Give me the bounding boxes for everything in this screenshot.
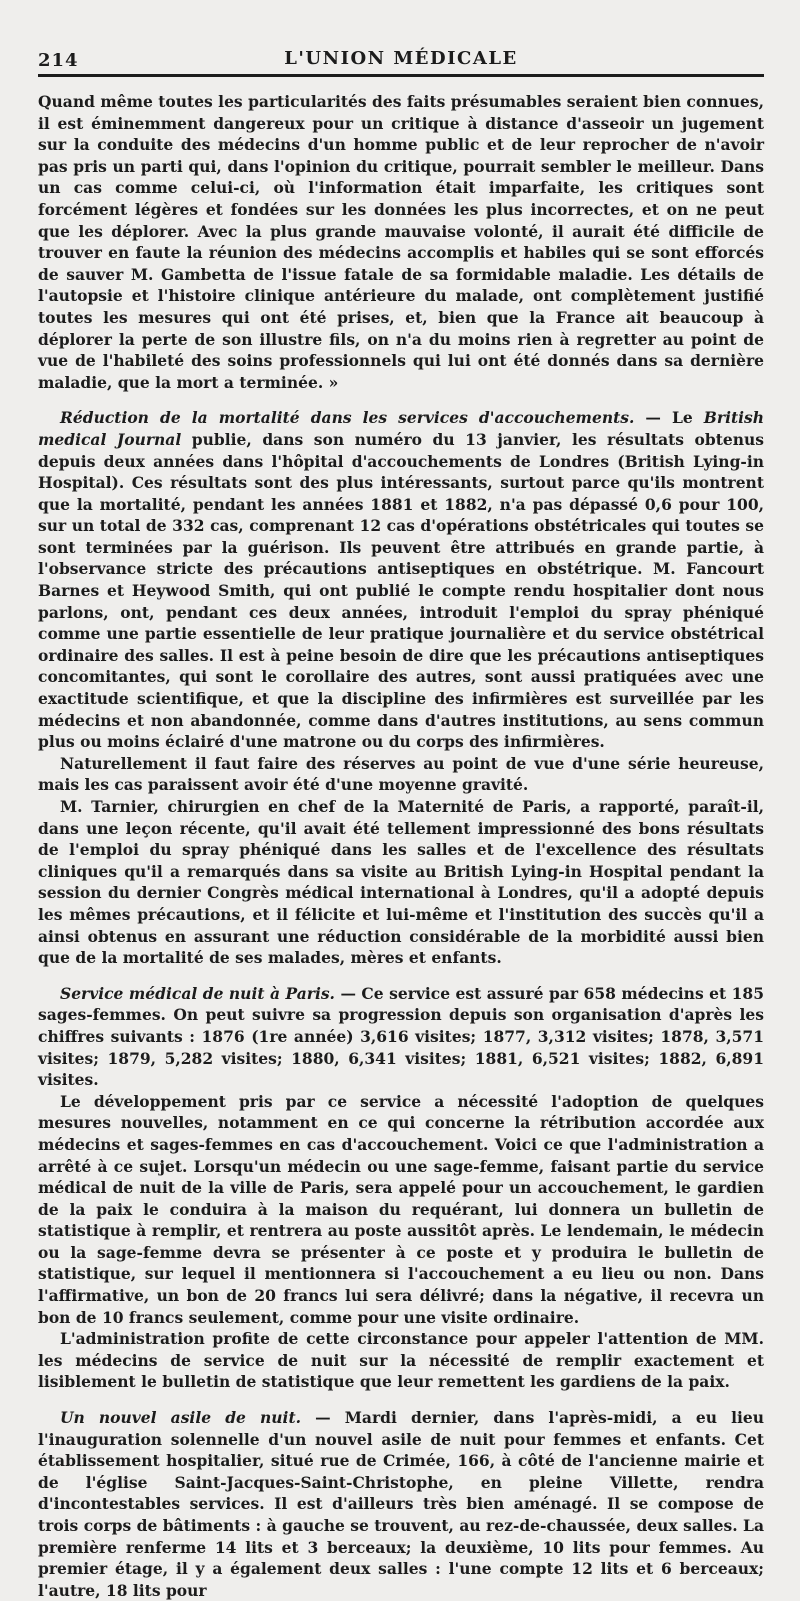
section-night-service <box>38 983 764 1091</box>
article-body <box>38 91 764 1601</box>
page-number: 214 <box>38 50 79 71</box>
running-head: L'UNION MÉDICALE <box>284 48 518 69</box>
paragraph-development: Le développement pris par ce service a nécessité l'adoption de quelques mesures nouvelles, notamment en ce qui concerne la rétribution accordée aux médecins et sages-femmes en cas d'accouchement. Voici ce que l'administration a arrêté à ce sujet. Lorsqu'un médecin ou une sage-femme, faisant partie du service médical de nuit de la ville de Paris, sera appelé pour un accouchement, le gardien de la paix le conduira à la maison du requérant, lui donnera un bulletin de statistique à remplir, et rentrera au poste aussitôt après. Le lendemain, le médecin ou la sage-femme devra se présenter à ce poste et y produira le bulletin de statistique, sur lequel il mentionnera si l'accouchement a eu lieu ou non. Dans l'affirmative, un bon de 20 francs lui sera délivré; dans la négative, il recevra un bon de 10 francs seulement, comme pour une visite ordinaire. <box>38 1091 764 1327</box>
section-title-night-shelter: Un nouvel asile de nuit. <box>60 1408 302 1428</box>
paragraph-night-service-text: — Ce service est assuré par 658 médecins et 185 sages-femmes. On peut suivre sa progression depuis son organisation d'après les chiffres suivants : 1876 (1re année) 3,616 visites; 1877, 3,312 visites; 1878, 3,571 visites; 1879, 5,282 visites; 1880, 6,341 visites; 1881, 6,521 visites; 1882, 6,891 visites. <box>38 983 765 1090</box>
paragraph-gambetta: Quand même toutes les particularités des faits présumables seraient bien connues, il est éminemment dangereux pour un critique à distance d'asseoir un jugement sur la conduite des médecins d'un homme public et de leur reprocher de n'avoir pas pris un parti qui, dans l'opinion du critique, pourrait sembler le meilleur. Dans un cas comme celui-ci, où l'information était imparfaite, les critiques sont forcément légères et fondées sur les données les plus incorrectes, et on ne peut que les déplorer. Avec la plus grande mauvaise volonté, il aurait été difficile de trouver en faute la réunion des médecins accomplis et habiles qui se sont efforcés de sauver M. Gambetta de l'issue fatale de sa formidable maladie. Les détails de l'autopsie et l'histoire clinique antérieure du malade, ont complètement justifié toutes les mesures qui ont été prises, et, bien que la France ait beaucoup à déplorer la perte de son illustre fils, on n'a du moins rien à regretter au point de vue de l'habileté des soins professionnels qui lui ont été donnés dans sa dernière maladie, que la mort a terminée. » <box>38 92 764 392</box>
journal-title: British medical Journal <box>38 408 764 449</box>
paragraph-administration: L'administration profite de cette circonstance pour appeler l'attention de MM. les médecins de service de nuit sur la nécessité de remplir exactement et lisiblement le bulletin de statistique que leur remettent les gardiens de la paix. <box>38 1329 764 1392</box>
section-title-night-service: Service médical de nuit à Paris. <box>60 983 335 1003</box>
paragraph-mortality-text: publie, dans son numéro du 13 janvier, les résultats obtenus depuis deux années dans l'hôpital d'accouchements de Londres (British Lying-in Hospital). Ces résultats sont des plus intéressants, surtout parce qu'ils montrent que la mortalité, pendant les années 1881 et 1882, n'a pas dépassé 0,6 pour 100, sur un total de 332 cas, comprenant 12 cas d'opérations obstétricales qui toutes se sont terminées par la guérison. Ils peuvent être attribués en grande partie, à l'observance stricte des précautions antiseptiques en obstétrique. M. Fancourt Barnes et Heywood Smith, qui ont publié le compte rendu hospitalier dont nous parlons, ont, pendant ces deux années, introduit l'emploi du spray phéniqué comme une partie essentielle de leur pratique journalière et du service obstétrical ordinaire des salles. Il est à peine besoin de dire que les précautions antiseptiques concomitantes, qui sont le corollaire des autres, sont aussi pratiquées avec une exactitude scientifique, et que la discipline des infirmières est surveillée par les médecins et non abandonnée, comme dans d'autres institutions, au sens commun plus ou moins éclairé d'une matrone ou du corps des infirmières. <box>38 429 765 752</box>
section-title-mortality: Réduction de la mortalité dans les services d'accouchements. <box>60 408 635 428</box>
paragraph-reserves: Naturellement il faut faire des réserves au point de vue d'une série heureuse, mais les cas paraissent avoir été d'une moyenne gravité. <box>38 753 764 795</box>
section-mortality <box>38 407 764 753</box>
paragraph-tarnier: M. Tarnier, chirurgien en chef de la Maternité de Paris, a rapporté, paraît-il, dans une leçon récente, qu'il avait été tellement impressionné des bons résultats de l'emploi du spray phéniqué dans les salles et de l'excellence des résultats cliniques qu'il a remarqués dans sa visite au British Lying-in Hospital pendant la session du dernier Congrès médical international à Londres, qu'il a adopté depuis les mêmes précautions, et il félicite et lui-même et l'institution des succès qu'il a ainsi obtenus en assurant une réduction considérable de la morbidité aussi bien que de la mortalité de ses malades, mères et enfants. <box>38 797 764 968</box>
dash: — Le <box>634 408 704 428</box>
section-night-shelter <box>38 1407 764 1601</box>
page-header <box>38 44 764 77</box>
paragraph-night-shelter-text: — Mardi dernier, dans l'après-midi, a eu lieu l'inauguration solennelle d'un nouvel asile de nuit pour femmes et enfants. Cet établissement hospitalier, situé rue de Crimée, 166, à côté de l'ancienne mairie et de l'église Saint-Jacques-Saint-Christophe, en pleine Villette, rendra d'incontestables services. Il est d'ailleurs très bien aménagé. Il se compose de trois corps de bâtiments : à gauche se trouvent, au rez-de-chaussée, deux salles. La première renferme 14 lits et 3 berceaux; la deuxième, 10 lits pour femmes. Au premier étage, il y a également deux salles : l'une compte 12 lits et 6 berceaux; l'autre, 18 lits pour <box>38 1408 764 1600</box>
